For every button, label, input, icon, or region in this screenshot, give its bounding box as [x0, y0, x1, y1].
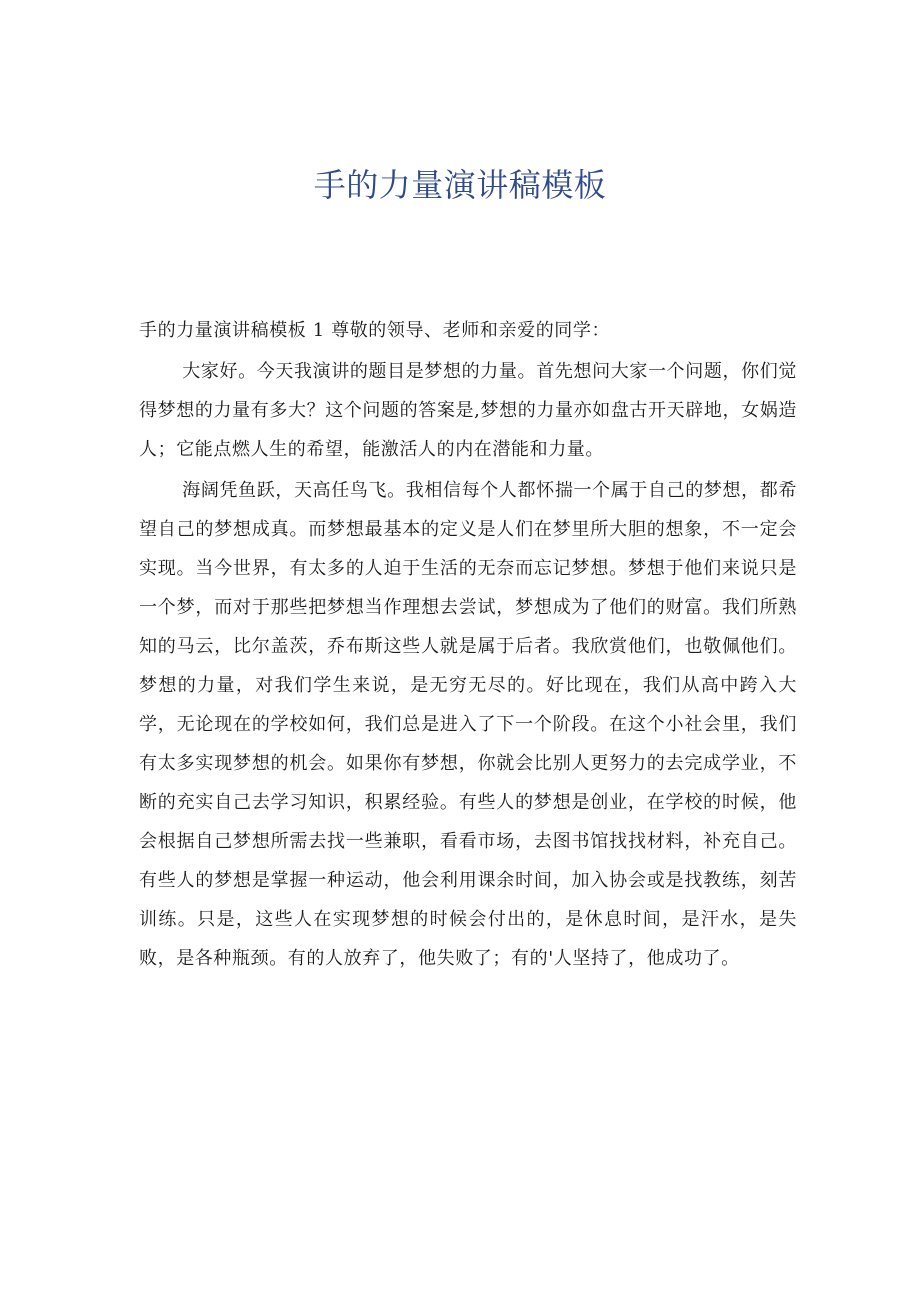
document-body — [139, 311, 797, 978]
paragraph-2: 海阔凭鱼跃，天高任鸟飞。我相信每个人都怀揣一个属于自己的梦想，都希望自己的梦想成真。而梦想最基本的定义是人们在梦里所大胆的想象，不一定会实现。当今世界，有太多的人迫于生活的无奈而忘记梦想。梦想于他们来说只是一个梦，而对于那些把梦想当作理想去尝试，梦想成为了他们的财富。我们所熟知的马云，比尔盖茨，乔布斯这些人就是属于后者。我欣赏他们，也敬佩他们。梦想的力量，对我们学生来说，是无穷无尽的。好比现在，我们从高中跨入大学，无论现在的学校如何，我们总是进入了下一个阶段。在这个小社会里，我们有太多实现梦想的机会。如果你有梦想，你就会比别人更努力的去完成学业，不断的充实自己去学习知识，积累经验。有些人的梦想是创业，在学校的时候，他会根据自己梦想所需去找一些兼职，看看市场，去图书馆找找材料，补充自己。有些人的梦想是掌握一种运动，他会利用课余时间，加入协会或是找教练，刻苦训练。只是，这些人在实现梦想的时候会付出的，是休息时间，是汗水，是失败，是各种瓶颈。有的人放弃了，他失败了；有的'人坚持了，他成功了。 — [139, 480, 797, 969]
document-title: 手的力量演讲稿模板 — [313, 166, 607, 204]
salutation-line: 手的力量演讲稿模板 1 尊敬的领导、老师和亲爱的同学： — [139, 320, 611, 341]
paragraph-1: 大家好。今天我演讲的题目是梦想的力量。首先想问大家一个问题，你们觉得梦想的力量有多大？这个问题的答案是,梦想的力量亦如盘古开天辟地，女娲造人；它能点燃人生的希望，能激活人的内在潜能和力量。 — [139, 361, 797, 460]
